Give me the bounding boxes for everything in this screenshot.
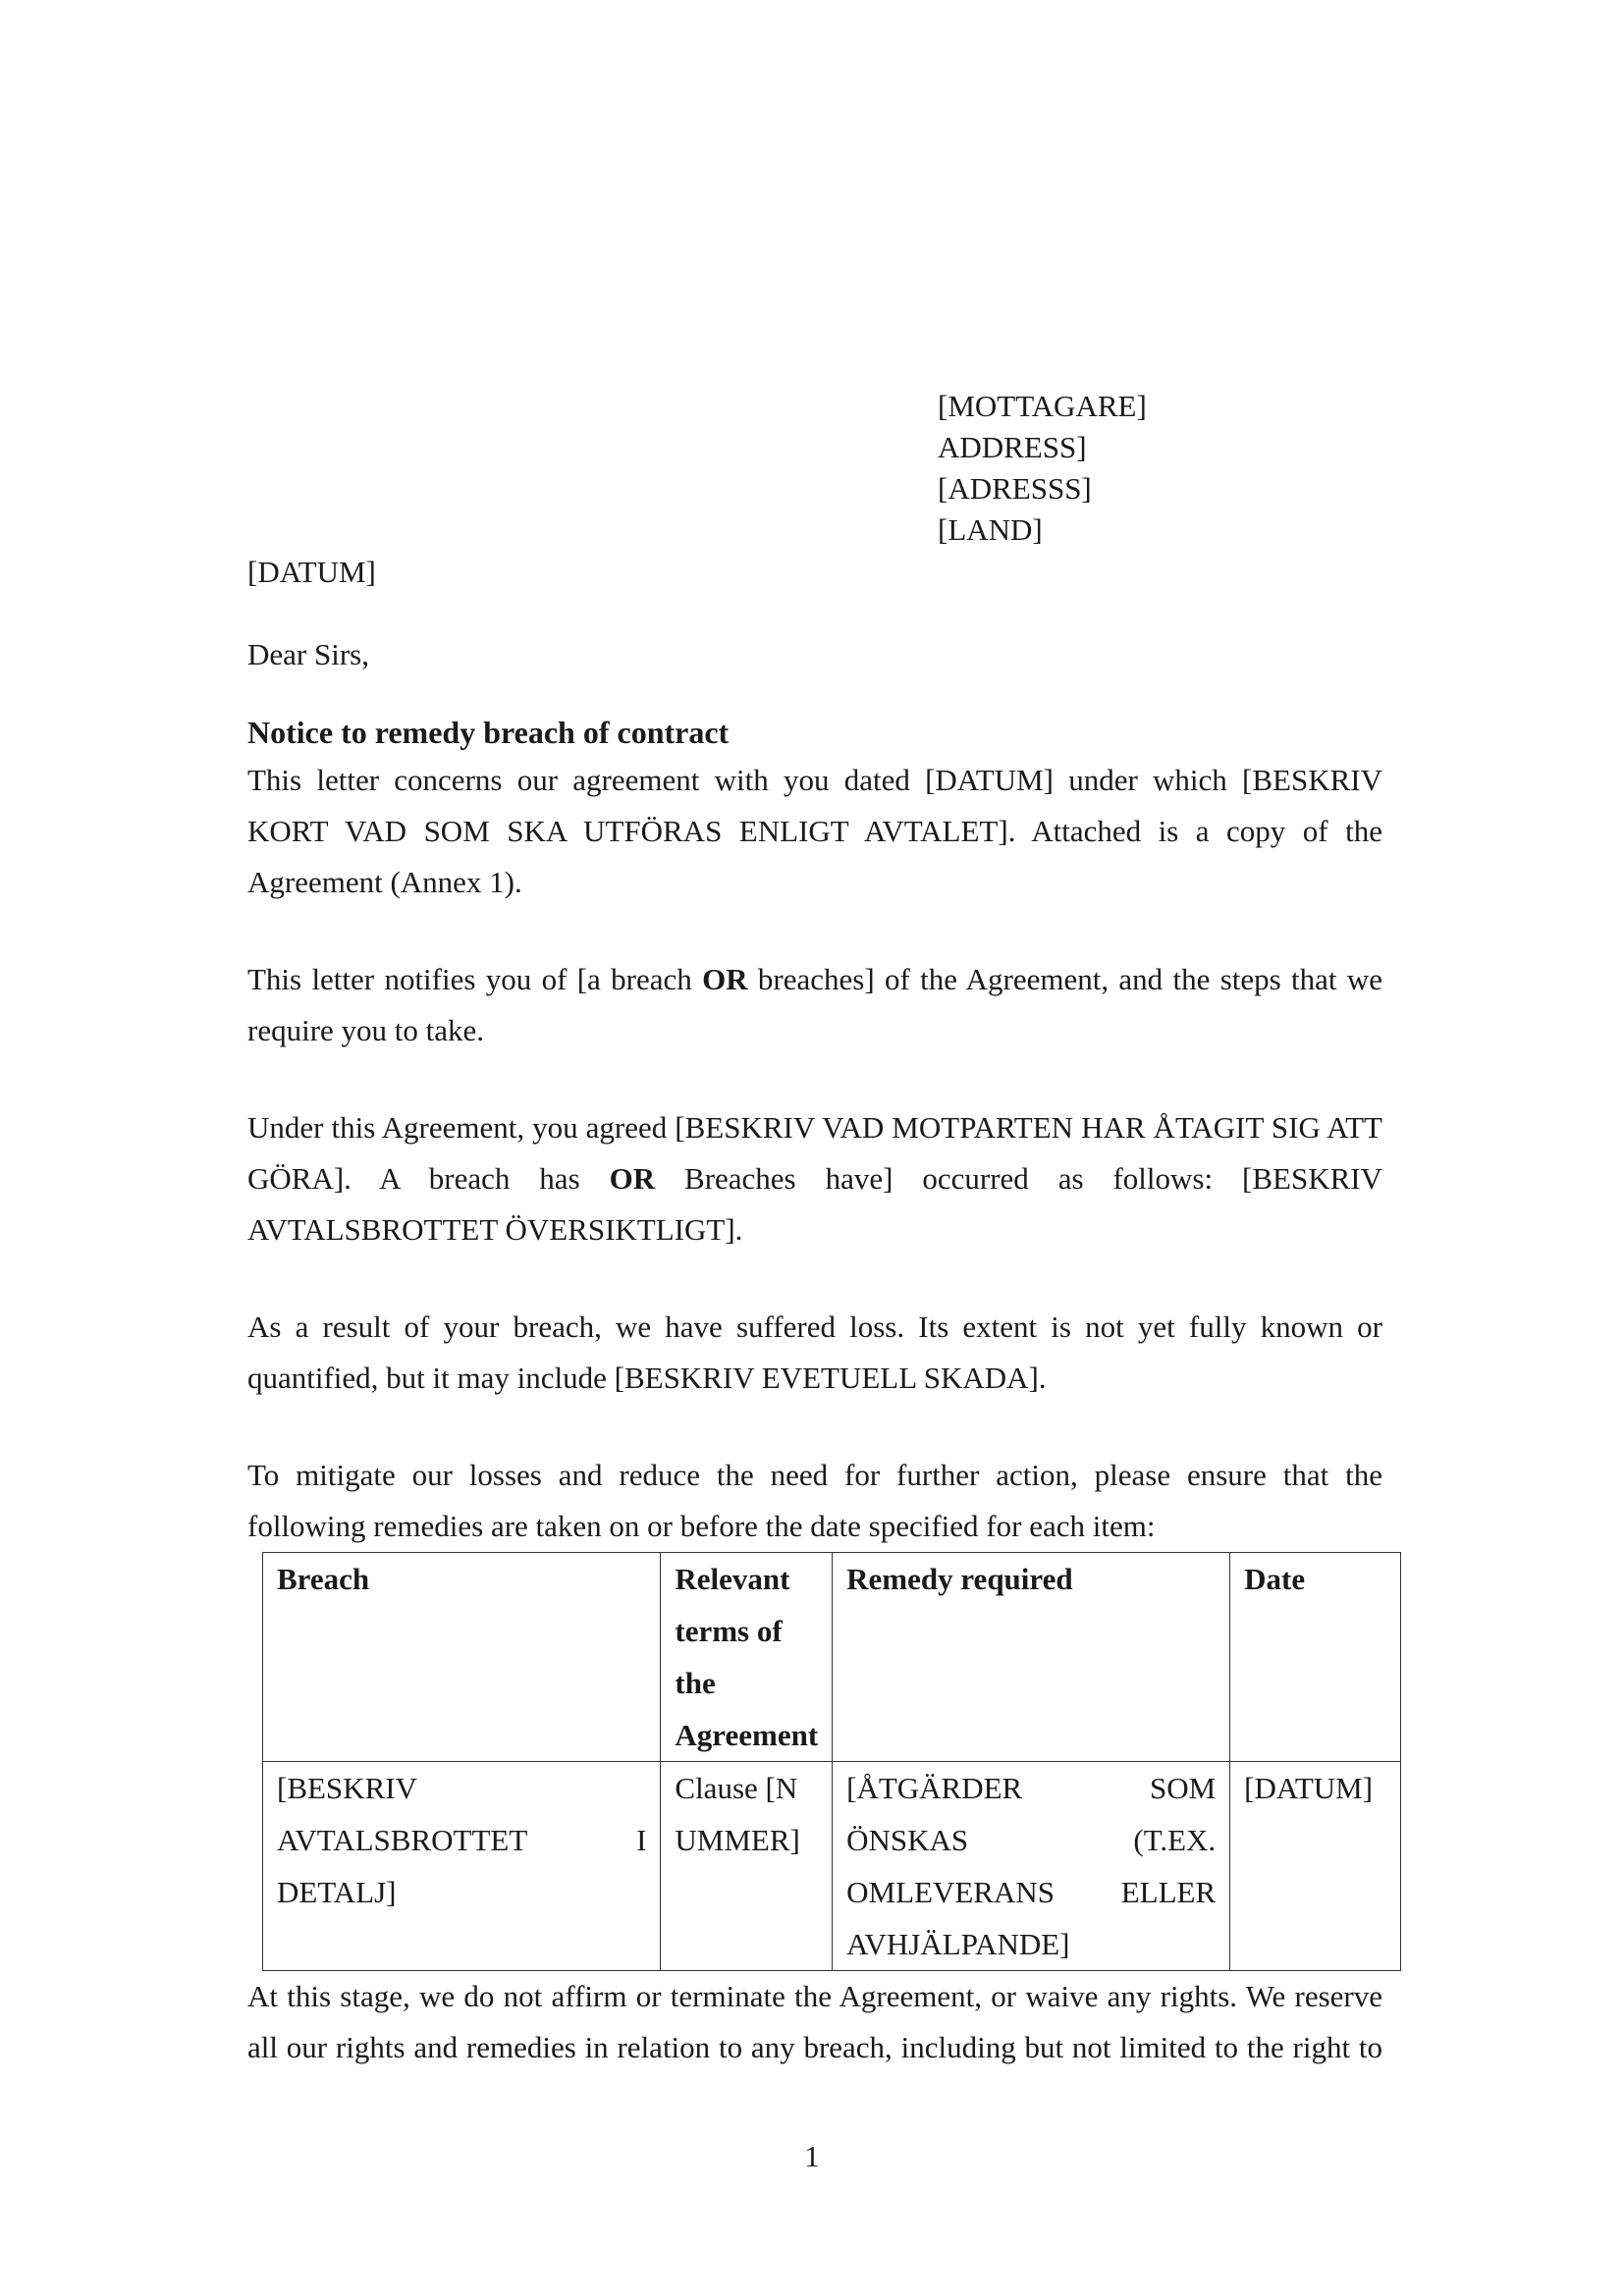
paragraph-reservation: At this stage, we do not affirm or terminate the Agreement, or waive any rights. We reserve all our rights and remedies in relation to any breach, including but not limited to the right to: [247, 1979, 1382, 2064]
letter-date: [DATUM]: [247, 555, 376, 589]
remedy-table-header-row: [263, 1553, 1401, 1762]
paragraph-breach-text-a: Under this Agreement, you agreed [BESKRIV VAD MOTPARTEN HAR ÅTAGIT SIG ATT GÖRA]. A breach has: [247, 1110, 1382, 1196]
paragraph-agreement: This letter concerns our agreement with you dated [DATUM] under which [BESKRIV KORT VAD SOM SKA UTFÖRAS ENLIGT AVTALET]. Attached is a copy of the Agreement (Annex 1).: [247, 763, 1382, 899]
letter-body: [247, 710, 1382, 2073]
header-breach: Breach: [263, 1553, 661, 1762]
remedy-table: [262, 1552, 1401, 1971]
paragraph-notification-or: OR: [702, 962, 748, 996]
paragraph-notification-text-a: This letter notifies you of [a breach: [247, 962, 703, 996]
cell-date: [DATUM]: [1230, 1762, 1401, 1971]
letter-heading: Notice to remedy breach of contract: [247, 715, 730, 750]
recipient-address-block: [938, 386, 1147, 551]
paragraph-breach: [247, 1102, 1382, 1255]
page-number: 1: [804, 2139, 820, 2173]
recipient-address-line-2: [ADRESSS]: [938, 471, 1092, 506]
paragraph-breach-text-b: Breaches have] occurred as follows: [BESKRIV AVTALSBROTTET ÖVERSIKTLIGT].: [247, 1161, 1382, 1247]
recipient-country: [LAND]: [938, 512, 1043, 547]
paragraph-notification-text-b: breaches] of the Agreement, and the steps that we require you to take.: [247, 962, 1382, 1047]
header-remedy-required: Remedy required: [833, 1553, 1230, 1762]
paragraph-loss: As a result of your breach, we have suffered loss. Its extent is not yet fully known or quantified, but it may include [BESKRIV EVETUELL SKADA].: [247, 1309, 1382, 1395]
paragraph-breach-or: OR: [609, 1161, 656, 1196]
salutation: Dear Sirs,: [247, 637, 369, 671]
header-date: Date: [1230, 1553, 1401, 1762]
cell-relevant-terms: Clause [NUMMER]: [661, 1762, 833, 1971]
recipient-address-line-1: ADDRESS]: [938, 430, 1087, 464]
paragraph-mitigation: To mitigate our losses and reduce the need for further action, please ensure that the following remedies are taken on or before the date specified for each item:: [247, 1458, 1382, 1543]
paragraph-notification: [247, 954, 1382, 1056]
header-relevant-terms: Relevant terms of the Agreement: [661, 1553, 833, 1762]
recipient-name: [MOTTAGARE]: [938, 389, 1147, 423]
cell-remedy: [ÅTGÄRDER SOM ÖNSKAS (T.EX. OMLEVERANS ELLER AVHJÄLPANDE]: [833, 1762, 1230, 1971]
cell-breach: [BESKRIV AVTALSBROTTET I DETALJ]: [263, 1762, 661, 1971]
table-row: [263, 1762, 1401, 1971]
